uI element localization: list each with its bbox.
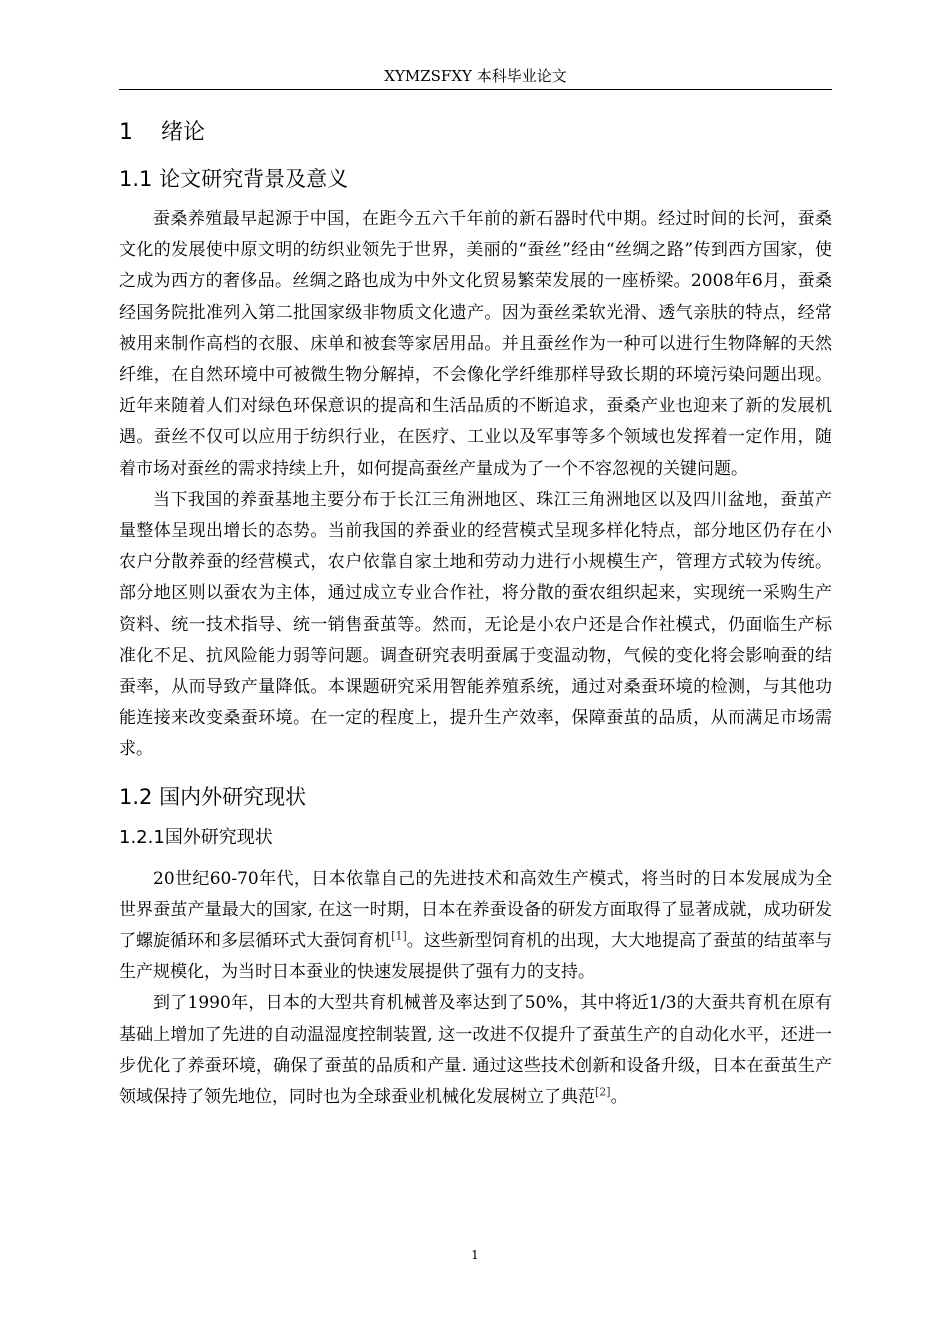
paragraph-text: 。这些新型饲育机的出现，大大地提高了蚕茧的结茧率与生产规模化，为当时日本蚕业的快速发展提供了强有力的支持。 [119,931,833,983]
chapter-title: 绪论 [160,120,205,145]
chapter-heading [119,118,832,148]
page-body [119,100,832,1113]
section-number: 1.2 [119,784,153,809]
section-heading [119,164,832,194]
body-paragraph [119,864,832,989]
section-heading [119,782,832,812]
header-rule [119,89,832,90]
body-paragraph: 当下我国的养蚕基地主要分布于长江三角洲地区、珠江三角洲地区以及四川盆地，蚕茧产量整体呈现出增长的态势。当前我国的养蚕业的经营模式呈现多样化特点，部分地区仍存在小农户分散养蚕的经营模式，农户依靠自家土地和劳动力进行小规模生产，管理方式较为传统。部分地区则以蚕农为主体，通过成立专业合作社，将分散的蚕农组织起来，实现统一采购生产资料、统一技术指导、统一销售蚕茧等。然而，无论是小农户还是合作社模式，仍面临生产标准化不足、抗风险能力弱等问题。调查研究表明蚕属于变温动物，气候的变化将会影响蚕的结蚕率，从而导致产量降低。本课题研究采用智能养殖系统，通过对桑蚕环境的检测，与其他功能连接来改变桑蚕环境。在一定的程度上，提升生产效率，保障蚕茧的品质，从而满足市场需求。 [119,489,832,760]
section-title: 国内外研究现状 [159,784,307,809]
paragraph-text: 到了1990年，日本的大型共育机械普及率达到了50%，其中将近1/3的大蚕共育机在原有基础上增加了先进的自动温湿度控制装置, 这一改进不仅提升了蚕茧生产的自动化水平，还进一步优化了养蚕环境，确保了蚕茧的品质和产量. 通过这些技术创新和设备升级，日本在蚕茧生产领域保持了领先地位，同时也为全球蚕业机械化发展树立了典范 [119,993,832,1108]
section-title: 论文研究背景及意义 [159,167,349,191]
page-number: 1 [471,1248,479,1262]
citation-ref[interactable]: [1] [391,929,407,943]
section-number: 1.1 [119,167,153,191]
body-paragraph [119,988,832,1113]
subsection-title: 国外研究现状 [164,826,273,848]
body-paragraph: 蚕桑养殖最早起源于中国，在距今五六千年前的新石器时代中期。经过时间的长河，蚕桑文化的发展使中原文明的纺织业领先于世界，美丽的“蚕丝”经由“丝绸之路”传到西方国家，使之成为西方的奢侈品。丝绸之路也成为中外文化贸易繁荣发展的一座桥梁。2008年6月，蚕桑经国务院批准列入第二批国家级非物质文化遗产。因为蚕丝柔软光滑、透气亲肤的特点，经常被用来制作高档的衣服、床单和被套等家居用品。并且蚕丝作为一种可以进行生物降解的天然纤维，在自然环境中可被微生物分解掉，不会像化学纤维那样导致长期的环境污染问题出现。近年来随着人们对绿色环保意识的提高和生活品质的不断追求，蚕桑产业也迎来了新的发展机遇。蚕丝不仅可以应用于纺织行业，在医疗、工业以及军事等多个领域也发挥着一定作用，随着市场对蚕丝的需求持续上升，如何提高蚕丝产量成为了一个不容忽视的关键问题。 [119,209,832,479]
paragraph-text: 。 [610,1087,628,1108]
subsection-number: 1.2.1 [119,826,165,848]
running-header: XYMZSFXY 本科毕业论文 [384,67,567,85]
chapter-number: 1 [119,120,133,145]
subsection-heading [119,824,832,852]
citation-ref[interactable]: [2] [595,1085,611,1099]
paragraph-text: 20世纪60-70年代，日本依靠自己的先进技术和高效生产模式，将当时的日本发展成为全世界蚕茧产量最大的国家, 在这一时期，日本在养蚕设备的研发方面取得了显著成就，成功研发了螺旋循环和多层循环式大蚕饲育机 [119,868,832,952]
